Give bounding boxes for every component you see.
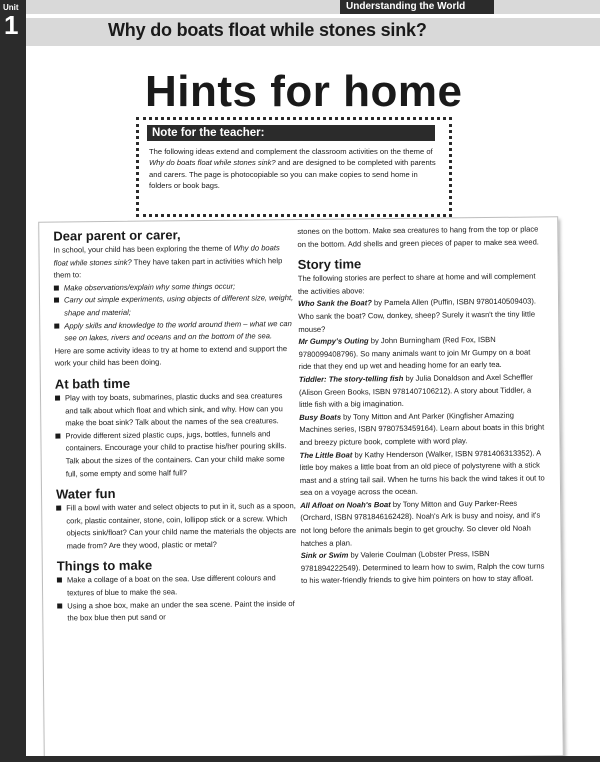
left-column <box>53 226 297 625</box>
things-to-make-list <box>57 573 298 626</box>
intro-part1: In school, your child has been exploring the theme of <box>53 243 232 255</box>
skill-text: Apply skills and knowledge to the world around them – what we can see on lakes, rivers and oceans and on the bottom of the sea. <box>64 318 292 343</box>
note-text-theme: Why do boats float while stones sink? <box>149 158 276 168</box>
list-item: Make a collage of a boat on the sea. Use different colours and textures of blue to make the sea. <box>57 573 297 601</box>
unit-number: 1 <box>4 10 19 40</box>
book-title: Tiddler: The story-telling fish <box>298 373 404 384</box>
skills-list <box>54 280 295 345</box>
book-entry <box>299 371 545 411</box>
list-item: Provide different sized plastic cups, jugs, bottles, funnels and containers. Encourage your child to practise his/her pouring skills. Talk about the sizes of the containers. Can your child make some full, some empty and some half full? <box>55 428 296 481</box>
teacher-note-title: Note for the teacher: <box>147 125 435 141</box>
book-title: All Afloat on Noah's Boat <box>300 499 391 510</box>
note-text-part2: and are designed to be completed with parents and carers. The page is photocopiable so you can make copies to send home in folders or book bags. <box>149 158 436 191</box>
book-title: Who Sank the Boat? <box>298 298 372 309</box>
outro-text: Here are some activity ideas to try at home to extend and support the work your child has been doing. <box>54 343 288 368</box>
water-fun-heading: Water fun <box>55 486 116 502</box>
book-details: by Kathy Henderson (Walker, ISBN 9781406313352). A little boy makes a little boat from an old piece of polystyrene with a stick mast and a string tail sail. When he turns his back the wind takes it out to sea on a voyage across the ocean. <box>299 447 545 498</box>
skill-text: Carry out simple experiments, using objects of different size, weight, shape and material; <box>63 293 294 318</box>
list-item <box>54 318 294 346</box>
book-details: by Tony Mitton and Guy Parker-Rees (Orchard, ISBN 9781846162428). Noah's Ark is busy and noisy, and it's not long before the animals begin to get grouchy. So clever old Noah hatches a plan. <box>300 498 541 548</box>
skill-text: Make observations/explain why some things occur; <box>63 281 236 293</box>
page-title: Why do boats float while stones sink? <box>108 20 427 40</box>
list-item: Fill a bowl with water and select objects to put in it, such as a spoon, cork, plastic container, stone, coin, lollipop stick or a screw. Which objects sink/float? Can your child name the materials the objects are made from? Are they wood, plastic or metal? <box>56 500 297 553</box>
handout-page <box>38 216 564 761</box>
book-title: Mr Gumpy's Outing <box>298 336 369 347</box>
book-title: The Little Boat <box>299 449 353 460</box>
book-details: by Pamela Allen (Puffin, ISBN 9780140509403). Who sank the boat? Cow, donkey, sheep? Surely it wasn't the tiny little mouse? <box>298 296 537 334</box>
right-column <box>297 223 547 588</box>
book-entry <box>298 334 544 374</box>
section-label: Understanding the World <box>340 0 494 14</box>
book-title: Busy Boats <box>299 412 342 422</box>
story-intro: The following stories are perfect to share at home and will complement the activities above: <box>297 271 536 296</box>
book-entry <box>299 409 545 449</box>
intro-part2: They have taken part in activities which help them to: <box>53 255 283 280</box>
intro-text <box>53 242 293 282</box>
bath-time-list <box>55 390 296 481</box>
book-details: by Tony Mitton and Ant Parker (Kingfisher Amazing Machines series, ISBN 9780753459164). Learn about boats in this bright and breezy picture book, complete with word play. <box>299 410 545 447</box>
book-title: Sink or Swim <box>300 550 349 561</box>
book-entry <box>298 296 544 336</box>
list-item: Play with toy boats, submarines, plastic ducks and sea creatures and talk about which float and which sink, and why. How can you make the boat sink? Talk about the names of the sea creatures. <box>55 390 295 430</box>
story-time-heading: Story time <box>297 256 362 273</box>
unit-tab <box>0 0 26 762</box>
list-item <box>54 292 294 320</box>
hints-title: Hints for home <box>145 67 463 116</box>
book-details: by John Burningham (Red Fox, ISBN 9780099408796). So many animals want to join Mr Gumpy on a boat ride that they end up wet and heading home for an early tea. <box>298 335 531 372</box>
book-entry <box>301 548 547 588</box>
intro-theme: Why do boats float while stones sink? <box>53 243 280 268</box>
book-details: by Valerie Coulman (Lobster Press, ISBN 9781894222549). Determined to learn how to swim, Ralph the cow turns to his water-friendly friends to give him pointers on how to stay afloat. <box>300 549 545 586</box>
bath-time-heading: At bath time <box>54 375 131 392</box>
continued-text: stones on the bottom. Make sea creatures to hang from the top or place on the bottom. Add shells and green pieces of paper to make sea weed. <box>297 224 539 249</box>
note-text-part1: The following ideas extend and complement the classroom activities on the theme of <box>149 147 433 156</box>
unit-label: Unit <box>3 3 19 12</box>
top-band <box>26 0 600 14</box>
water-fun-list <box>56 500 297 553</box>
teacher-note-text <box>149 146 439 192</box>
teacher-note <box>136 117 452 217</box>
list-item: Using a shoe box, make an under the sea scene. Paint the inside of the box blue then put sand or <box>57 598 297 626</box>
things-to-make-heading: Things to make <box>56 558 153 575</box>
book-details: by Julia Donaldson and Axel Scheffler (Alison Green Books, ISBN 9781407106212). A story about Tiddler, a little fish with a big imagination. <box>298 372 533 410</box>
book-entry <box>300 497 547 550</box>
book-entry <box>300 447 547 500</box>
bottom-bar <box>0 756 600 762</box>
greeting-heading: Dear parent or carer, <box>53 227 181 244</box>
